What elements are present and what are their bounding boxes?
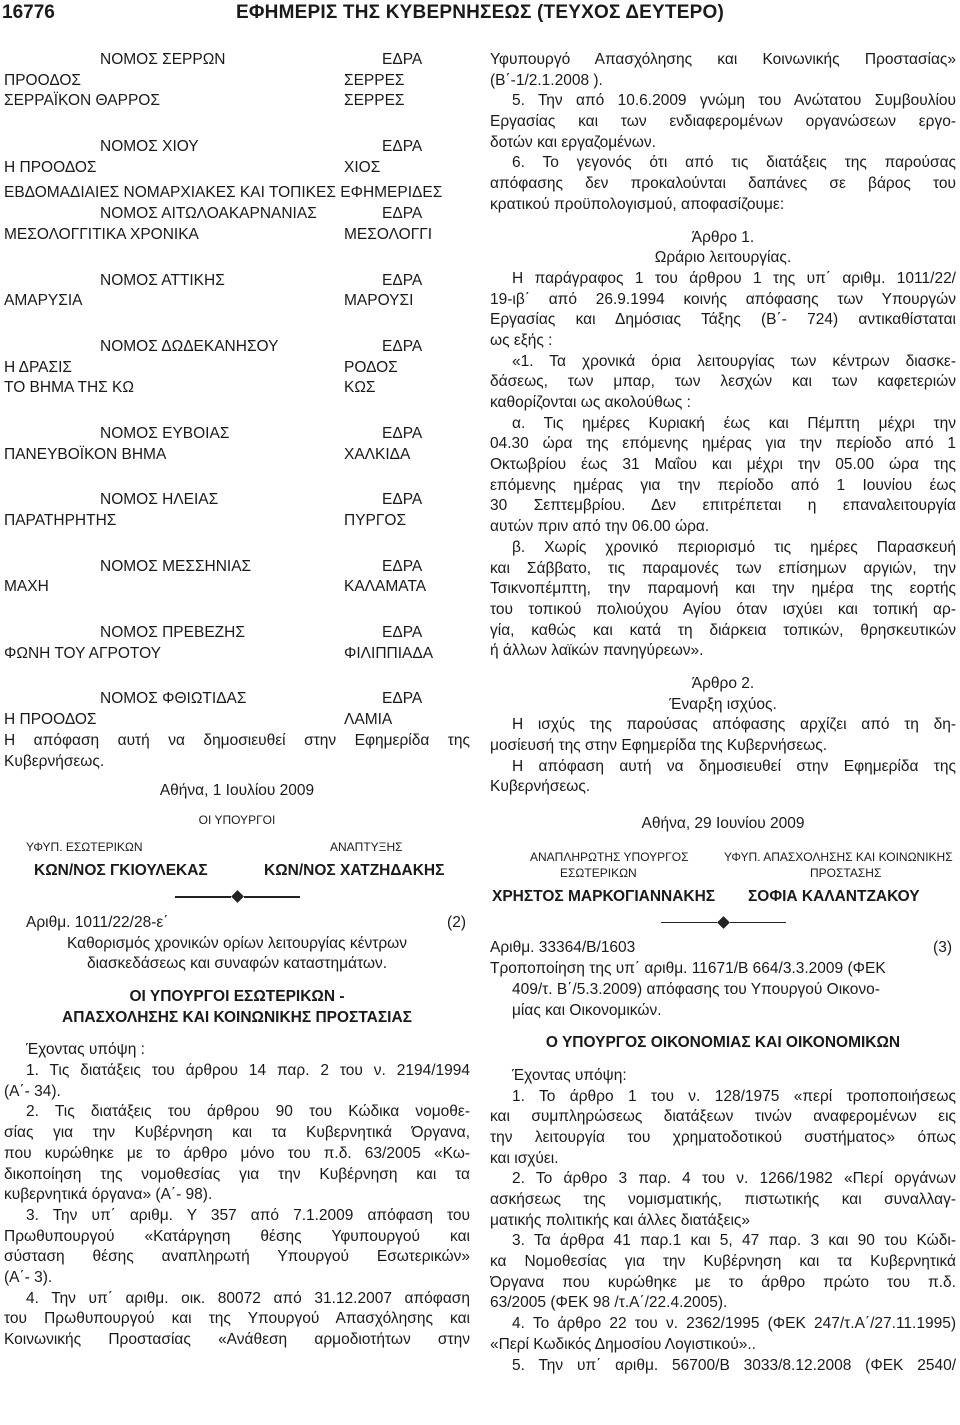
text-line: δικοποίηση της νομοθεσίας για την Κυβέρνηση και τα xyxy=(4,1165,470,1183)
article-heading: Άρθρο 2. xyxy=(691,674,755,692)
decision-subject: διασκεδάσεως και συναφών καταστημάτων. xyxy=(86,955,388,973)
newspaper-seat: ΡΟΔΟΣ xyxy=(344,358,398,376)
gazette-title: ΕΦΗΜΕΡΙΣ ΤΗΣ ΚΥΒΕΡΝΗΣΕΩΣ (ΤΕΥΧΟΣ ΔΕΥΤΕΡΟ) xyxy=(236,2,724,23)
right-column xyxy=(490,50,956,1376)
newspaper-seat: ΣΕΡΡΕΣ xyxy=(344,71,405,89)
text-line: Η παράγραφος 1 του άρθρου 1 της υπ΄ αριθμ. 1011/22/ xyxy=(512,269,956,287)
text-line: 3. Τα άρθρα 41 παρ.1 και 5, 47 παρ. 3 και 90 του Κώδι- xyxy=(512,1232,956,1250)
page-number: 16776 xyxy=(2,2,55,23)
text-line: 5. Την από 10.6.2009 γνώμη του Ανώτατου Συμβουλίου xyxy=(512,92,956,110)
text-line: Η απόφαση αυτή να δημοσιευθεί στην Εφημερίδα της xyxy=(512,757,956,775)
diamond-icon xyxy=(231,891,244,904)
text-line: β. Χωρίς χρονικό περιορισμό τις ημέρες Παρασκευή xyxy=(512,538,956,556)
text-line: 4. Την υπ΄ αριθμ. οικ. 80072 από 31.12.2007 απόφαση xyxy=(26,1289,470,1307)
prefecture-name: ΝΟΜΟΣ ΑΙΤΩΛΟΑΚΑΡΝΑΝΙΑΣ xyxy=(100,205,317,223)
publication-order-line: Κυβερνήσεως. xyxy=(4,752,105,770)
text-line: σύσταση θέσης αναπληρωτή Υπουργού Εσωτερικών» xyxy=(4,1248,470,1266)
newspaper-row xyxy=(4,710,470,731)
prefecture-header xyxy=(4,424,470,445)
text-line: (Β΄-1/2.1.2008 ). xyxy=(490,71,603,89)
prefecture-header xyxy=(4,623,470,644)
seat-label: ΕΔΡΑ xyxy=(382,337,423,355)
decision-number-row xyxy=(4,913,470,934)
signatory-name: ΚΩΝ/ΝΟΣ ΧΑΤΖΗΔΑΚΗΣ xyxy=(264,862,445,880)
prefecture-name: ΝΟΜΟΣ ΗΛΕΙΑΣ xyxy=(100,491,219,509)
text-line: 63/2005 (ΦΕΚ 98 /τ.Α΄/22.4.2005). xyxy=(490,1294,728,1312)
newspaper-seat: ΣΕΡΡΕΣ xyxy=(344,92,405,110)
text-line: Κυβερνήσεως. xyxy=(490,778,591,796)
decision-number-row xyxy=(490,938,956,959)
prefecture-name: ΝΟΜΟΣ ΠΡΕΒΕΖΗΣ xyxy=(100,624,245,642)
text-line: 3. Την υπ΄ αριθμ. Υ 357 από 7.1.2009 απόφαση του xyxy=(26,1206,470,1224)
text-line: «1. Τα χρονικά όρια λειτουργίας των κέντρων διασκε- xyxy=(512,352,956,370)
newspaper-name: Η ΠΡΟΟΔΟΣ xyxy=(4,158,97,176)
decision-authority: ΟΙ ΥΠΟΥΡΓΟΙ ΕΣΩΤΕΡΙΚΩΝ - xyxy=(129,988,345,1005)
having-regard-label: Έχοντας υπόψη: xyxy=(512,1066,627,1084)
text-line: 1. Το άρθρο 1 του ν. 128/1975 «περί τροποποιήσεως xyxy=(512,1087,956,1105)
text-line: Υφυπουργό Απασχόλησης και Κοινωνικής Προστασίας» xyxy=(490,51,956,68)
prefecture-name: ΝΟΜΟΣ ΕΥΒΟΙΑΣ xyxy=(100,424,230,442)
newspaper-row xyxy=(4,158,470,179)
text-line: και ισχύει. xyxy=(490,1149,559,1167)
seat-label: ΕΔΡΑ xyxy=(382,624,423,642)
text-line: Όργανα που κυρώθηκε με το άρθρο πρώτο του π.δ. xyxy=(490,1273,956,1291)
decision-subject: Καθορισμός χρονικών ορίων λειτουργίας κέντρων xyxy=(66,934,408,952)
left-column xyxy=(4,50,470,1351)
newspaper-seat: ΧΙΟΣ xyxy=(344,158,381,176)
text-line: σίας για την Κυβέρνηση και τα Κυβερνητικά Όργανα, xyxy=(4,1124,470,1142)
text-line: ως εξής : xyxy=(490,331,553,349)
newspaper-seat: ΜΕΣΟΛΟΓΓΙ xyxy=(344,225,433,243)
signature-title: ΕΣΩΤΕΡΙΚΩΝ xyxy=(560,865,637,880)
text-line: ματικής πολιτικής και άλλες διατάξεις» xyxy=(490,1211,751,1229)
article-1-text xyxy=(490,269,956,662)
text-line: 5. Την υπ΄ αριθμ. 56700/Β 3033/8.12.2008 (ΦΕΚ 2540/ xyxy=(512,1356,956,1374)
prefecture-header xyxy=(4,337,470,358)
prefecture-name: ΝΟΜΟΣ ΜΕΣΣΗΝΙΑΣ xyxy=(100,557,252,575)
seat-label: ΕΔΡΑ xyxy=(382,557,423,575)
prefecture-header xyxy=(4,50,470,71)
newspaper-row xyxy=(4,91,470,112)
signature-titles xyxy=(4,837,470,858)
newspaper-row xyxy=(4,511,470,532)
prefecture-name: ΝΟΜΟΣ ΧΙΟΥ xyxy=(100,138,199,156)
newspaper-row xyxy=(4,445,470,466)
article-2-text xyxy=(490,715,956,798)
text-line: επόμενης ημέρας για την περίοδο από 1 Ιουνίου έως xyxy=(490,476,956,494)
newspaper-seat: ΚΑΛΑΜΑΤΑ xyxy=(344,578,427,596)
text-line: που κυρώθηκε με το άρθρο μόνο του π.δ. 63/2005 «Κω- xyxy=(4,1144,470,1162)
newspaper-name: ΤΟ ΒΗΜΑ ΤΗΣ ΚΩ xyxy=(4,379,134,397)
newspaper-name: ΠΑΡΑΤΗΡΗΤΗΣ xyxy=(4,512,117,529)
prefecture-name: ΝΟΜΟΣ ΔΩΔΕΚΑΝΗΣΟΥ xyxy=(100,337,279,355)
right-top-text xyxy=(490,50,956,216)
decision-subject: μίας και Οικονομικών. xyxy=(512,1001,662,1019)
newspaper-name: ΜΕΣΟΛΟΓΓΙΤΙΚΑ ΧΡΟΝΙΚΑ xyxy=(4,225,199,243)
prefecture-header xyxy=(4,557,470,578)
signature-titles xyxy=(490,849,956,865)
signing-date: Αθήνα, 29 Ιουνίου 2009 xyxy=(641,815,805,833)
text-line: 04.30 ώρα της επόμενης ημέρας για την περίοδο από 1 xyxy=(490,435,956,453)
text-line: Κοινωνικής Προστασίας «Ανάθεση αρμοδιοτήτων στην xyxy=(4,1331,470,1348)
text-line: απόφασης δεν προκαλούνται δαπάνες σε βάρος του xyxy=(490,175,956,193)
prefecture-header xyxy=(4,490,470,511)
text-line: «Περί Κωδικός Δημοσίου Λογιστικού».. xyxy=(490,1335,756,1353)
weekly-newspapers-heading: ΕΒΔΟΜΑΔΙΑΙΕΣ ΝΟΜΑΡΧΙΑΚΕΣ ΚΑΙ ΤΟΠΙΚΕΣ ΕΦΗΜΕΡΙΔΕΣ xyxy=(4,184,443,202)
decision-index: (2) xyxy=(447,913,466,931)
having-regard-label: Έχοντας υπόψη : xyxy=(26,1041,145,1059)
newspaper-name: Η ΠΡΟΟΔΟΣ xyxy=(4,711,97,729)
seat-label: ΕΔΡΑ xyxy=(382,51,423,68)
newspaper-name: Η ΔΡΑΣΙΣ xyxy=(4,358,72,376)
text-line: (Α΄- 34). xyxy=(4,1082,61,1100)
text-line: 2. Το άρθρο 3 παρ. 4 του ν. 1266/1982 «Περί οργάνων xyxy=(512,1170,956,1188)
text-line: και συμπληρώσεως διατάξεων τινών αναφερομένων εις xyxy=(490,1108,956,1126)
seat-label: ΕΔΡΑ xyxy=(382,138,423,156)
article-heading: Άρθρο 1. xyxy=(691,228,755,246)
newspaper-row xyxy=(4,358,470,379)
prefecture-name: ΝΟΜΟΣ ΑΤΤΙΚΗΣ xyxy=(100,271,225,289)
prefecture-header xyxy=(4,204,470,225)
signature-title: ΥΦΥΠ. ΑΠΑΣΧΟΛΗΣΗΣ ΚΑΙ ΚΟΙΝΩΝΙΚΗΣ xyxy=(724,849,953,864)
text-line: (Α΄- 3). xyxy=(4,1268,53,1286)
section-divider xyxy=(4,885,470,909)
right-body-text xyxy=(490,1087,956,1377)
decision-authority: ΑΠΑΣΧΟΛΗΣΗΣ ΚΑΙ ΚΟΙΝΩΝΙΚΗΣ ΠΡΟΣΤΑΣΙΑΣ xyxy=(62,1008,412,1026)
text-line: κα Νομοθεσίας για την Κυβέρνηση και τα Κυβερνητικά xyxy=(490,1253,956,1271)
text-line: Οκτωβρίου έως 31 Μαΐου και μέχρι την 05.00 ώρα της xyxy=(490,456,956,474)
newspaper-row xyxy=(4,378,470,399)
section-divider xyxy=(490,910,956,934)
text-line: 1. Τις διατάξεις του άρθρου 14 παρ. 2 του ν. 2194/1994 xyxy=(26,1062,470,1080)
signature-title: ΥΦΥΠ. ΕΣΩΤΕΡΙΚΩΝ xyxy=(26,839,143,854)
newspaper-seat: ΠΥΡΓΟΣ xyxy=(344,512,407,529)
decision-number: Αριθμ. 1011/22/28-ε΄ xyxy=(26,913,169,931)
prefecture-header xyxy=(4,271,470,292)
newspaper-seat: ΚΩΣ xyxy=(344,379,376,397)
text-line: μοσίευσή της στην Εφημερίδα της Κυβερνήσεως. xyxy=(490,737,828,754)
text-line: του τοπικού πολιούχου Αγίου όταν ισχύει και τοπική αρ- xyxy=(490,600,956,618)
text-line: 4. Το άρθρο 22 του ν. 2362/1995 (ΦΕΚ 247/τ.Α΄/27.11.1995) xyxy=(512,1315,956,1333)
text-line: ή άλλων λαϊκών πανηγύρεων». xyxy=(490,642,704,660)
signature-title: ΠΡΟΣΤΑΣΗΣ xyxy=(810,865,882,880)
newspaper-row xyxy=(4,71,470,92)
text-line: καθορίζονται ως ακολούθως : xyxy=(490,394,691,411)
page-header xyxy=(0,0,960,30)
text-line: του Πρωθυπουργού και της Υπουργού Απασχόλησης και xyxy=(4,1310,470,1328)
newspaper-row xyxy=(4,225,470,246)
seat-label: ΕΔΡΑ xyxy=(382,491,423,509)
decision-subject: 409/τ. Β΄/5.3.2009) απόφασης του Υπουργού Οικονο- xyxy=(512,980,880,998)
ministers-label: ΟΙ ΥΠΟΥΡΓΟΙ xyxy=(198,812,276,827)
newspaper-list xyxy=(4,50,470,731)
prefecture-header xyxy=(4,137,470,158)
left-body-text xyxy=(4,1061,470,1351)
signatory-name: ΧΡΗΣΤΟΣ ΜΑΡΚΟΓΙΑΝΝΑΚΗΣ xyxy=(492,887,716,905)
text-line: δάσεως, των μπαρ, των λεσχών και των καφετεριών xyxy=(490,373,956,391)
text-line: ασκήσεως της νομισματικής, πιστωτικής και συναλλαγ- xyxy=(490,1191,956,1208)
signature-title: ΑΝΑΠΛΗΡΩΤΗΣ ΥΠΟΥΡΓΟΣ xyxy=(530,849,689,864)
text-line: Η ισχύς της παρούσας απόφασης αρχίζει από τη δη- xyxy=(512,716,956,734)
newspaper-name: ΑΜΑΡΥΣΙΑ xyxy=(4,292,83,310)
text-line: κυβερνητικά όργανα» (Α΄- 98). xyxy=(4,1186,213,1204)
text-line: δοτών και εργαζομένων. xyxy=(490,133,656,151)
decision-index: (3) xyxy=(933,939,952,957)
decision-subject: Τροποποίηση της υπ΄ αριθμ. 11671/Β 664/3.3.2009 (ΦΕΚ xyxy=(490,960,886,978)
text-line: 30 Σεπτεμβρίου. Δεν επιτρέπεται η επαναλειτουργία xyxy=(490,497,956,515)
diamond-icon xyxy=(717,916,730,929)
newspaper-seat: ΧΑΛΚΙΔΑ xyxy=(344,445,411,463)
newspaper-seat: ΦΙΛΙΠΠΙΑΔΑ xyxy=(344,644,434,662)
text-line: Εργασίας και Δημόσιας Τάξης (Β΄- 724) αντικαθίσταται xyxy=(490,311,956,329)
signature-names xyxy=(4,861,470,882)
text-line: την λειτουργία του χρηματοδοτικού συστήματος» όπως xyxy=(490,1128,956,1146)
prefecture-name: ΝΟΜΟΣ ΦΘΙΩΤΙΔΑΣ xyxy=(100,690,247,708)
article-subheading: Έναρξη ισχύος. xyxy=(669,695,777,713)
text-line: 6. Το γεγονός ότι από τις διατάξεις της παρούσας xyxy=(512,154,956,172)
text-line: Πρωθυπουργού «Κατάργηση θέσης Υφυπουργού και xyxy=(4,1227,470,1245)
publication-order-line: Η απόφαση αυτή να δημοσιευθεί στην Εφημερίδα της xyxy=(4,731,470,749)
signing-date: Αθήνα, 1 Ιουλίου 2009 xyxy=(159,782,315,800)
text-line: 19-ιβ΄ από 26.9.1994 κοινής απόφασης των Υπουργών xyxy=(490,290,956,308)
newspaper-row xyxy=(4,577,470,598)
newspaper-name: ΠΑΝΕΥΒΟΪΚΟΝ ΒΗΜΑ xyxy=(4,445,167,463)
newspaper-row xyxy=(4,644,470,665)
decision-number: Αριθμ. 33364/Β/1603 xyxy=(490,939,636,957)
text-line: και Σάββατο, τις παραμονές των επίσημων αργιών, την xyxy=(490,559,956,577)
text-line: α. Τις ημέρες Κυριακή έως και Πέμπτη μέχρι την xyxy=(512,414,956,432)
seat-label: ΕΔΡΑ xyxy=(382,271,423,289)
text-line: Εργασίας και των ενδιαφερομένων οργανώσεων εργο- xyxy=(490,113,956,131)
text-line: Τσικνοπέμπτη, την παραμονή και την ημέρα της εορτής xyxy=(490,580,956,598)
seat-label: ΕΔΡΑ xyxy=(382,424,423,442)
newspaper-seat: ΛΑΜΙΑ xyxy=(344,711,393,729)
newspaper-name: ΣΕΡΡΑΪΚΟΝ ΘΑΡΡΟΣ xyxy=(4,92,160,110)
newspaper-seat: ΜΑΡΟΥΣΙ xyxy=(344,292,414,310)
signature-title: ΑΝΑΠΤΥΞΗΣ xyxy=(330,839,403,854)
newspaper-name: ΜΑΧΗ xyxy=(4,578,49,596)
decision-authority: Ο ΥΠΟΥΡΓΟΣ ΟΙΚΟΝΟΜΙΑΣ ΚΑΙ ΟΙΚΟΝΟΜΙΚΩΝ xyxy=(545,1034,901,1052)
text-line: 2. Τις διατάξεις του άρθρου 90 του Κώδικα νομοθε- xyxy=(26,1103,470,1121)
signature-titles xyxy=(490,865,956,881)
prefecture-header xyxy=(4,689,470,710)
seat-label: ΕΔΡΑ xyxy=(382,205,423,223)
newspaper-name: ΦΩΝΗ ΤΟΥ ΑΓΡΟΤΟΥ xyxy=(4,644,161,662)
text-line: αυτών πριν από την 06.00 ώρα. xyxy=(490,518,710,536)
newspaper-name: ΠΡΟΟΔΟΣ xyxy=(4,71,81,89)
seat-label: ΕΔΡΑ xyxy=(382,690,423,708)
prefecture-name: ΝΟΜΟΣ ΣΕΡΡΩΝ xyxy=(100,51,226,68)
newspaper-row xyxy=(4,291,470,312)
signatory-name: ΣΟΦΙΑ ΚΑΛΑΝΤΖΑΚΟΥ xyxy=(748,887,920,905)
signatory-name: ΚΩΝ/ΝΟΣ ΓΚΙΟΥΛΕΚΑΣ xyxy=(34,862,208,880)
article-subheading: Ωράριο λειτουργίας. xyxy=(654,249,792,267)
signature-names xyxy=(490,887,956,908)
text-line: κρατικού προϋπολογισμού, αποφασίζουμε: xyxy=(490,195,785,213)
text-line: γία, καθώς και κατά τη διάρκεια τοπικών, θρησκευτικών xyxy=(490,621,956,639)
